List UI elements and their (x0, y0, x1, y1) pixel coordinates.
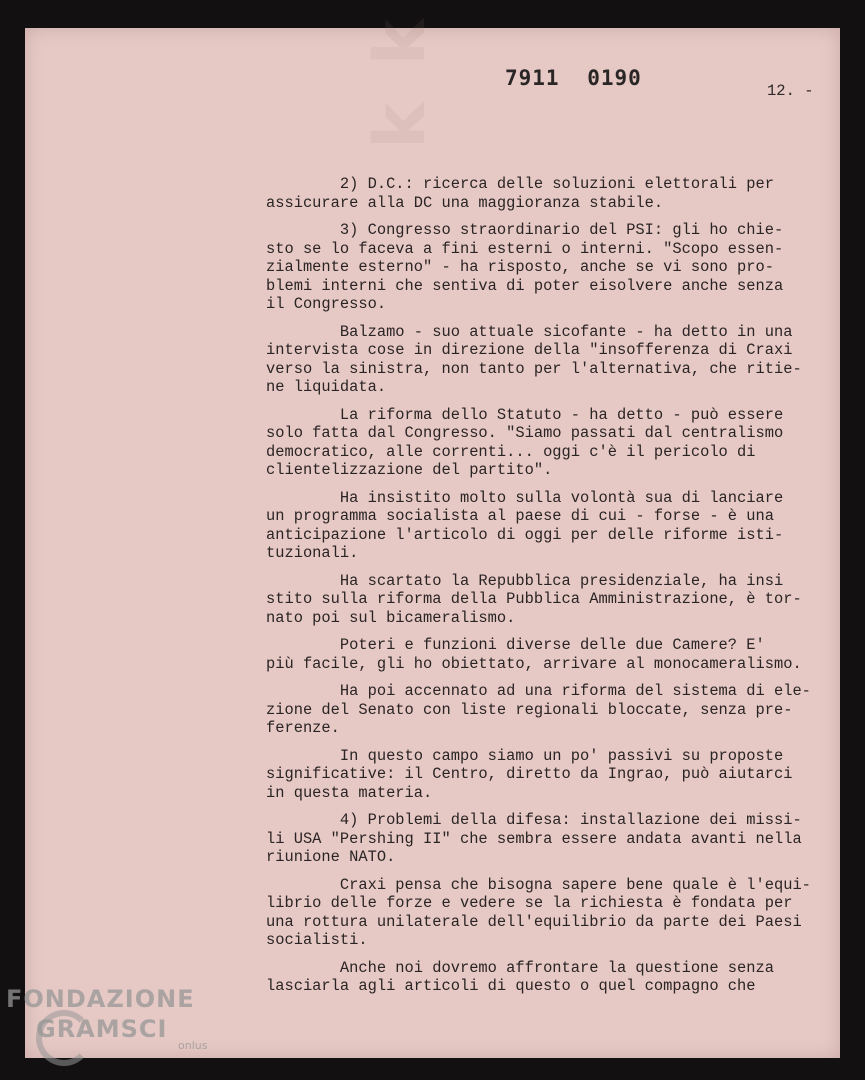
bleed-through-mark: ʞ ʞ (368, 11, 451, 151)
document-body (266, 175, 841, 1005)
paragraph: Ha poi accennato ad una riforma del sistema di ele- zione del Senato con liste regionali bloccate, senza pre- ferenze. (266, 682, 811, 737)
fondazione-gramsci-watermark (6, 985, 207, 1052)
paragraph: Ha insistito molto sulla volontà sua di lanciare un programma socialista al paese di cui - forse - è una anticipazione l'articolo di oggi per delle riforme isti- tuzionali. (266, 488, 784, 562)
paragraph: La riforma dello Statuto - ha detto - può essere solo fatta dal Congresso. "Siamo passati dal centralismo democratico, alle correnti... oggi c'è il pericolo di clientelizzazione del partito". (266, 405, 784, 479)
watermark-line-3: onlus (178, 1039, 208, 1052)
paragraph: 2) D.C.: ricerca delle soluzioni elettorali per assicurare alla DC una maggioranza stabile. (266, 175, 774, 212)
paragraph: 3) Congresso straordinario del PSI: gli ho chie- sto se lo faceva a fini esterni o interni. "Scopo essen- zialmente esterno" - ha risposto, anche se vi sono pro- blemi interni che sentiva di poter eisolvere anche senza il Congresso. (266, 221, 784, 313)
page-number: 12. - (767, 82, 814, 100)
paragraph: Craxi pensa che bisogna sapere bene quale è l'equi- librio delle forze e vedere se la richiesta è fondata per una rottura unilaterale dell'equilibrio da parte dei Paesi socialisti. (266, 875, 811, 949)
paragraph: Ha scartato la Repubblica presidenziale, ha insi stito sulla riforma della Pubblica Amministrazione, è tor- nato poi sul bicameralismo. (266, 571, 802, 627)
paragraph: In questo campo siamo un po' passivi su proposte significative: il Centro, diretto da Ingrao, può aiutarci in questa materia. (266, 746, 793, 802)
watermark-line-1: FONDAZIONE (6, 985, 195, 1013)
paragraph: Anche noi dovremo affrontare la questione senza lasciarla agli articoli di questo o quel compagno che (266, 958, 774, 995)
archive-code: 7911 0190 (505, 66, 642, 90)
watermark-line-2: GRAMSCI (36, 1015, 168, 1043)
paragraph: Poteri e funzioni diverse delle due Camere? E' più facile, gli ho obiettato, arrivare al monocameralismo. (266, 636, 802, 673)
paragraph: 4) Problemi della difesa: installazione dei missi- li USA "Pershing II" che sembra essere andata avanti nella riunione NATO. (266, 811, 802, 866)
paragraph: Balzamo - suo attuale sicofante - ha detto in una intervista cose in direzione della "insofferenza di Craxi verso la sinistra, non tanto per l'alternativa, che ritie- ne liquidata. (266, 322, 802, 396)
